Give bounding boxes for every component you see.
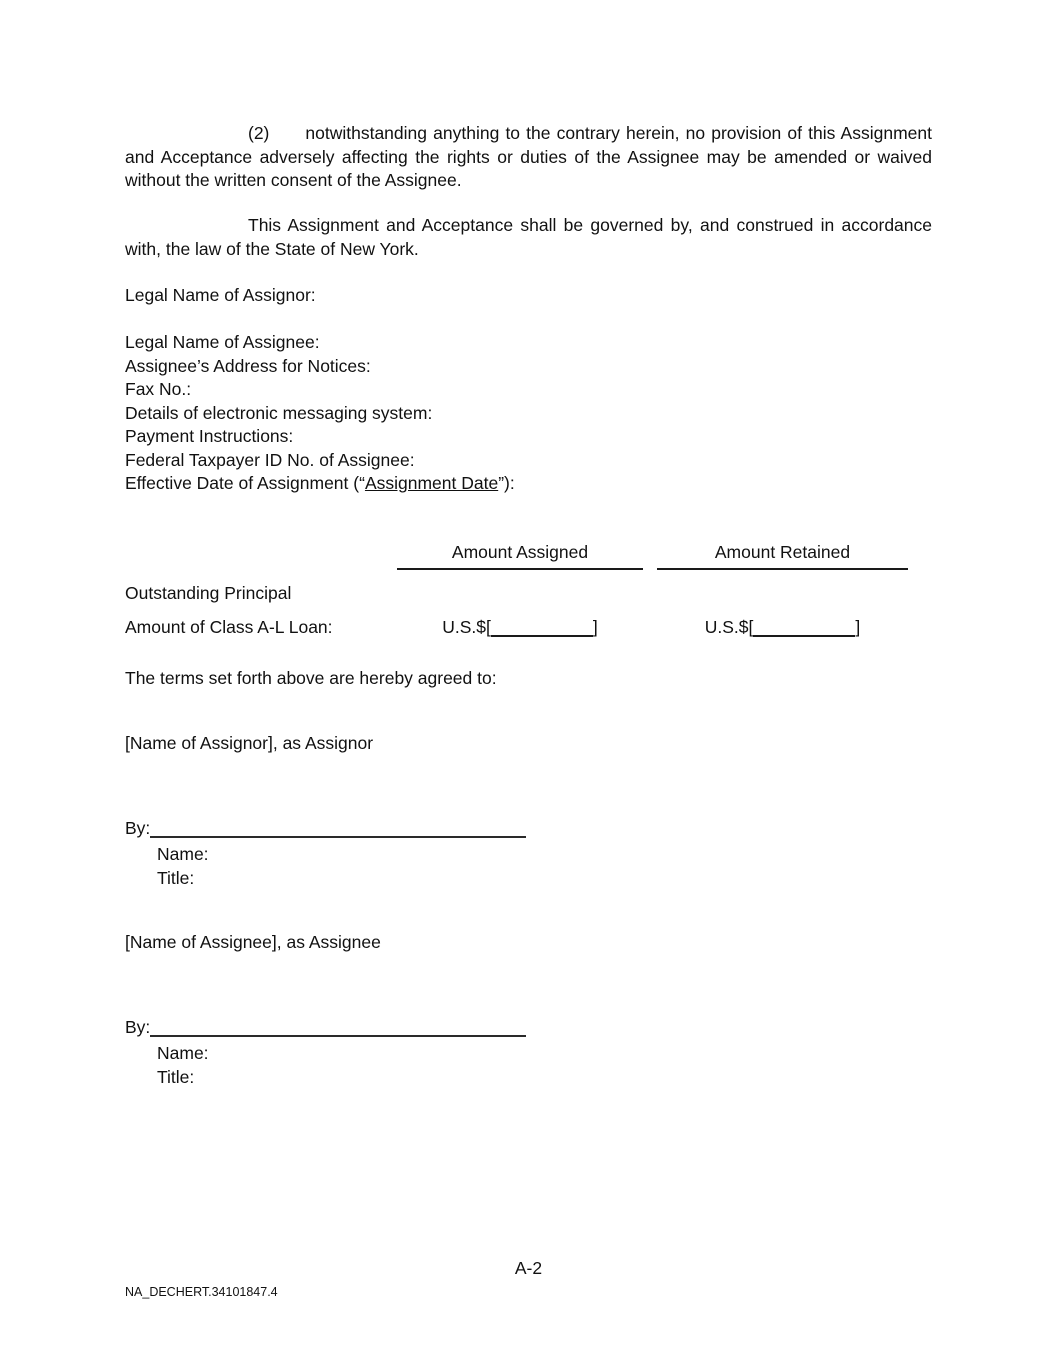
amount-assigned-blank-line <box>491 617 593 637</box>
effective-date-suffix: ”): <box>498 473 515 493</box>
assignee-signature-block <box>125 931 932 1089</box>
payment-instructions-field-label: Payment Instructions: <box>125 426 294 446</box>
assignor-by-label: By: <box>125 817 151 838</box>
amount-assigned-column-header: Amount Assigned <box>397 541 643 570</box>
assignor-party-line: [Name of Assignor], as Assignor <box>125 733 374 753</box>
amount-assigned-prefix: U.S.$[ <box>442 617 491 637</box>
amount-assigned-value-field <box>442 617 598 637</box>
assignee-address-field-label: Assignee’s Address for Notices: <box>125 355 371 376</box>
assignee-name-field-label: Legal Name of Assignee: <box>125 332 320 352</box>
amount-retained-value-field <box>705 617 861 637</box>
amount-retained-prefix: U.S.$[ <box>704 617 754 637</box>
page-number: A-2 <box>514 1258 543 1278</box>
document-id-stamp: NA_DECHERT.34101847.4 <box>125 1285 278 1299</box>
electronic-messaging-field-label: Details of electronic messaging system: <box>125 402 433 423</box>
clause-number: (2) <box>248 123 270 143</box>
column-gap <box>643 616 657 640</box>
amounts-table-value-row <box>125 616 932 640</box>
assignee-name-label: Name: <box>157 1043 209 1063</box>
agreement-line: The terms set forth above are hereby agreed to: <box>125 668 497 688</box>
assignee-by-label: By: <box>125 1016 151 1037</box>
assignee-title-label: Title: <box>157 1066 195 1087</box>
effective-date-prefix: Effective Date of Assignment (“ <box>125 473 365 493</box>
amount-retained-suffix: ] <box>855 617 861 637</box>
fax-field-label: Fax No.: <box>125 379 192 399</box>
assignor-by-row <box>125 817 932 841</box>
outstanding-principal-label-line2: Amount of Class A-L Loan: <box>125 617 333 637</box>
amounts-table-label-row1 <box>125 582 932 606</box>
governing-law-paragraph: This Assignment and Acceptance shall be governed by, and construed in accordance with, the law of the State of New York. <box>125 215 932 259</box>
assignor-signature-block <box>125 732 932 890</box>
assignee-by-row <box>125 1016 932 1040</box>
effective-date-field-label <box>125 472 932 496</box>
federal-taxpayer-id-field-label: Federal Taxpayer ID No. of Assignee: <box>125 449 415 470</box>
amount-retained-blank-line <box>753 617 855 637</box>
column-gap <box>643 541 657 570</box>
clause-2-paragraph <box>125 122 932 193</box>
assignee-signature-line <box>150 1017 526 1037</box>
assignee-fields-block <box>125 331 932 496</box>
amounts-table <box>125 541 932 640</box>
amount-retained-column-header: Amount Retained <box>657 541 908 570</box>
outstanding-principal-label-line1: Outstanding Principal <box>125 582 292 603</box>
assignment-date-defined-term: Assignment Date <box>364 473 499 493</box>
amounts-table-header-spacer <box>125 541 397 570</box>
assignor-name-label: Name: <box>157 844 209 864</box>
assignor-signature-line <box>150 818 526 838</box>
clause-text: notwithstanding anything to the contrary herein, no provision of this Assignment and Acceptance adversely affecting the rights or duties of the Assignee may be amended or waived without the written consent of the Assignee. <box>125 123 932 190</box>
assignor-name-field-label: Legal Name of Assignor: <box>125 285 316 305</box>
amounts-table-header-row <box>125 541 932 570</box>
assignee-party-line: [Name of Assignee], as Assignee <box>125 932 381 952</box>
amount-assigned-suffix: ] <box>592 617 598 637</box>
assignor-title-label: Title: <box>157 867 195 888</box>
